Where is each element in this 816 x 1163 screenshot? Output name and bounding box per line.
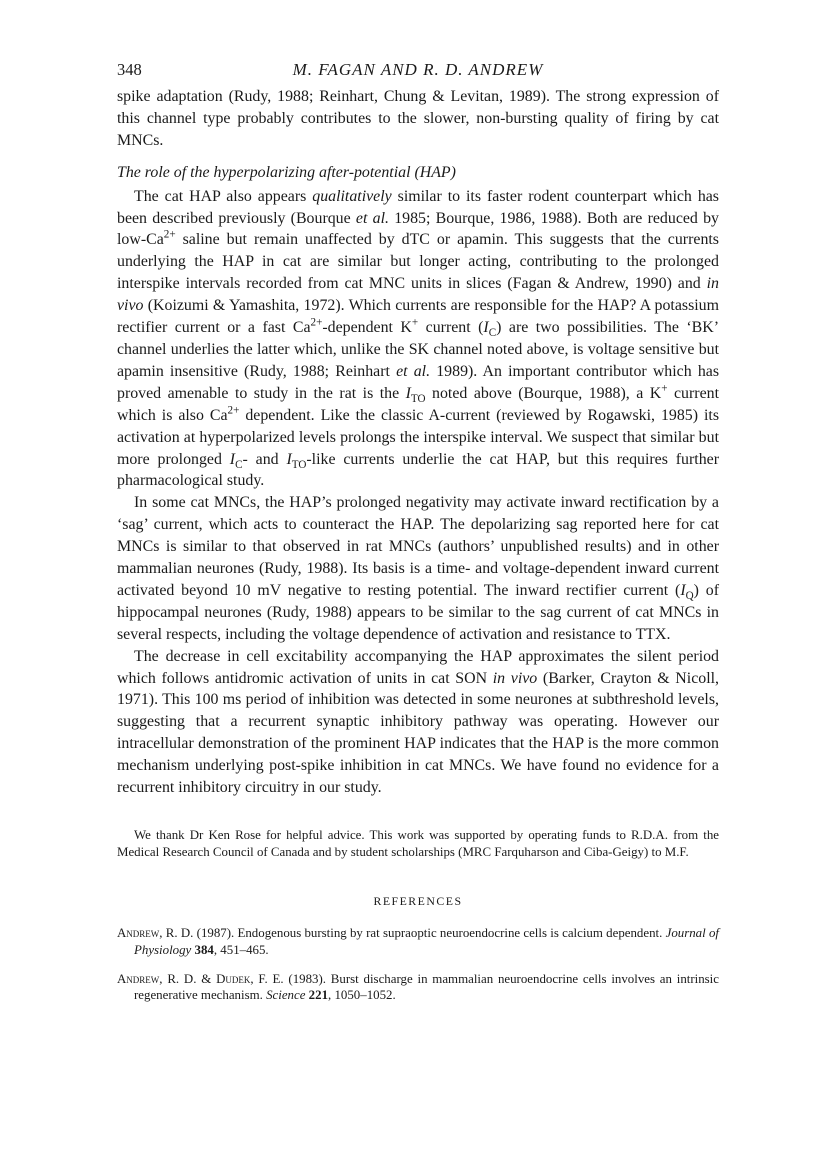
references-title: REFERENCES	[373, 894, 463, 909]
section-title: The role of the hyperpolarizing after-potential (HAP)	[117, 163, 456, 181]
page	[117, 60, 719, 1005]
running-head: M. FAGAN AND R. D. ANDREW	[292, 60, 544, 79]
page-number: 348	[117, 60, 142, 79]
paragraph-3: In some cat MNCs, the HAP’s prolonged negativity may activate inward rectification by a ‘sag’ current, which acts to counteract the HAP. The depolarizing sag reported here for cat MNCs is similar to that observed in rat MNCs (authors’ unpublished results) and in other mammalian neurones (Rudy, 1988). Its basis is a time- and voltage-dependent inward current activated beyond 10 mV negative to resting potential. The inward rectifier current $(I_Q)$ of hippocampal neurones (Rudy, 1988) appears to be similar to the sag current of cat MNCs in several respects, including the voltage dependence of activation and resistance to TTX.	[117, 494, 719, 643]
page-header	[117, 60, 719, 86]
paragraph-4: The decrease in cell excitability accompanying the HAP approximates the silent period which follows antidromic activation of units in cat SON in vivo (Barker, Crayton & Nicoll, 1971). This 100 ms period of inhibition was detected in some neurones at subthreshold levels, suggesting that a recurrent synaptic inhibitory pathway was operating. However our intracellular demonstration of the prominent HAP indicates that the HAP is the more common mechanism underlying post-spike inhibition in cat MNCs. We have found no evidence for a recurrent inhibitory circuitry in our study.	[117, 647, 719, 797]
reference-item: Andrew, R. D. (1987). Endogenous bursting by rat supraoptic neuroendocrine cells is calcium dependent. Journal of Physiology 384, 451–465.	[117, 926, 719, 957]
paragraph-1: spike adaptation (Rudy, 1988; Reinhart, Chung & Levitan, 1989). The strong expression of this channel type probably contributes to the slower, non-bursting quality of firing by cat MNCs.	[117, 88, 719, 149]
acknowledgement: We thank Dr Ken Rose for helpful advice. This work was supported by operating funds to R.D.A. from the Medical Research Council of Canada and by student scholarships (MRC Farquharson and Ciba-Geigy) to M.F.	[117, 828, 719, 859]
reference-item: Andrew, R. D. & Dudek, F. E. (1983). Burst discharge in mammalian neuroendocrine cells involves an intrinsic regenerative mechanism. Science 221, 1050–1052.	[117, 971, 719, 1003]
paragraph-2: The cat HAP also appears qualitatively similar to its faster rodent counterpart which has been described previously (Bourque et al. 1985; Bourque, 1986, 1988). Both are reduced by low-$Ca^{2+}$ saline but remain unaffected by dTC or apamin. This suggests that the currents underlying the HAP in cat are similar but longer acting, contributing to the prolonged interspike intervals recorded from cat MNC units in slices (Fagan & Andrew, 1990) and in vivo (Koizumi & Yamashita, 1972). Which currents are responsible for the HAP? A potassium rectifier current or a fast $Ca^{2+}$-dependent K+ current $(I_C)$ are two possibilities. The ‘BK’ channel underlies the latter which, unlike the SK channel noted above, is voltage sensitive but apamin insensitive (Rudy, 1988; Reinhart et al. 1989). An important contributor which has proved amenable to study in the rat is the $I_{TO}$ noted above (Bourque, 1988), a K+ current which is also $Ca^{2+}$ dependent. Like the classic A-current (reviewed by Rogawski, 1985) its activation at hyperpolarized levels prolongs the interspike interval. We suspect that similar but more prolonged $I_C-$ and $I_{TO}$-like currents underlie the cat HAP, but this requires further pharmacological study.	[117, 187, 720, 490]
body-text	[117, 86, 719, 799]
